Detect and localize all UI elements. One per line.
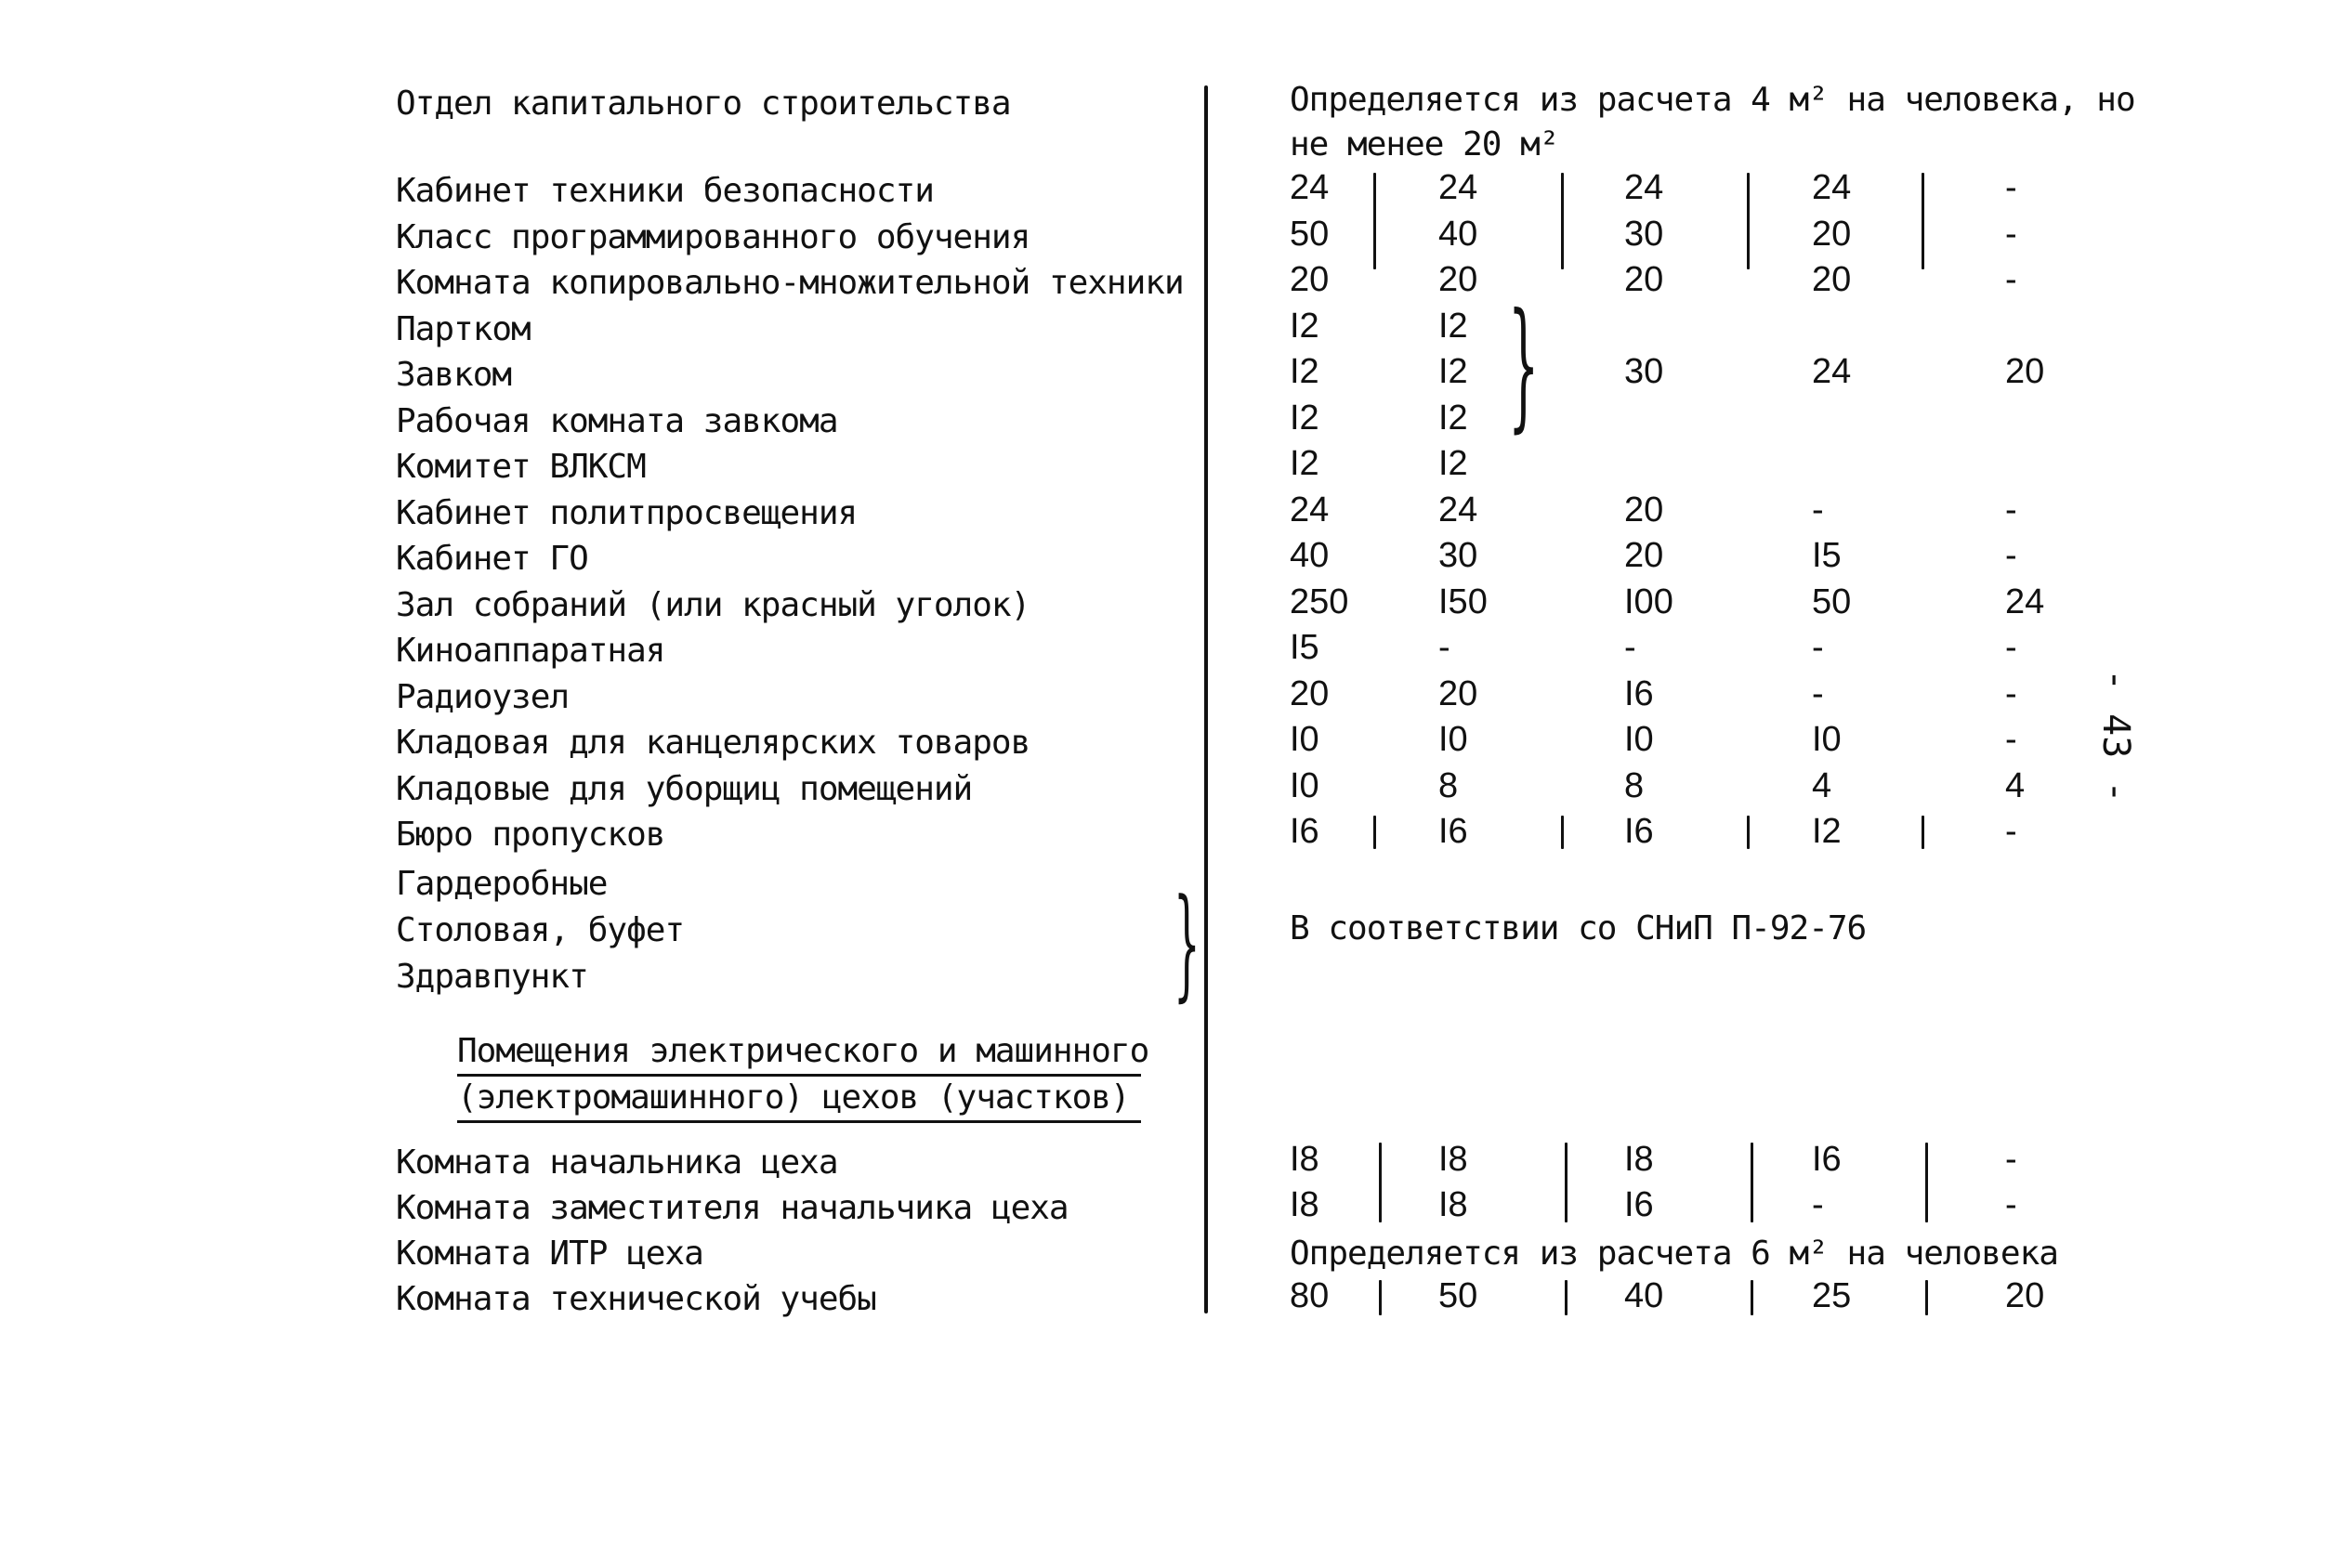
col-sep	[1747, 816, 1750, 849]
col-sep	[1925, 1280, 1928, 1315]
row-value: -	[1438, 628, 1450, 667]
row-value: -	[1812, 1185, 1824, 1224]
row-value: -	[2005, 673, 2017, 713]
section-heading-line2: (электромашинного) цехов (участков)	[457, 1078, 1130, 1117]
snip-note: В соответствии со СНиП П-92-76	[1290, 909, 1867, 947]
col-sep	[1373, 173, 1376, 269]
row-value: 20	[1812, 260, 1852, 299]
row-value: I2	[1812, 812, 1842, 851]
section-heading-line1: Помещения электрического и машинного	[457, 1032, 1149, 1070]
row-value: 250	[1290, 581, 1349, 621]
col-sep	[1925, 1143, 1928, 1222]
row-value: I2	[1290, 444, 1319, 483]
row-value: -	[2005, 720, 2017, 759]
col-sep	[1379, 1143, 1382, 1222]
row-value: 24	[1812, 168, 1852, 207]
row-value: 24	[1290, 168, 1330, 207]
label-canteen: Столовая, буфет	[396, 911, 685, 949]
row-value: I0	[1812, 720, 1842, 759]
row-value: I0	[1290, 765, 1319, 805]
row-value: 4	[1812, 765, 1832, 805]
row-value: 50	[1290, 214, 1330, 254]
row-label: Киноаппаратная	[396, 632, 665, 670]
row-value: -	[2005, 1185, 2017, 1224]
row-value: -	[2005, 260, 2017, 299]
row-value: I8	[1438, 1185, 1468, 1224]
row-value: I6	[1812, 1140, 1842, 1179]
right-brace: }	[1508, 284, 1540, 446]
row-label: Завком	[396, 356, 512, 394]
row-label: Комната копировально-множительной техники	[396, 264, 1184, 302]
label-wardrobes: Гардеробные	[396, 865, 608, 903]
row-label: Кладовые для уборщиц помещений	[396, 769, 973, 808]
row-value: 20	[1624, 490, 1664, 529]
row-value: I5	[1812, 536, 1842, 575]
row-value: 40	[1624, 1276, 1664, 1315]
row-value: 20	[2005, 1276, 2045, 1315]
row-value: I8	[1290, 1185, 1319, 1224]
row-value: 8	[1438, 765, 1459, 805]
label-first-aid: Здравпункт	[396, 958, 588, 996]
row-label: Комитет ВЛКСМ	[396, 448, 646, 486]
row-value: I0	[1438, 720, 1468, 759]
row-label: Комната ИТР цеха	[396, 1235, 703, 1273]
col-sep	[1751, 1143, 1753, 1222]
row-value: 20	[1624, 536, 1664, 575]
row-value: 50	[1812, 581, 1852, 621]
row-value: I8	[1624, 1140, 1654, 1179]
col-sep	[1922, 816, 1924, 849]
col-sep	[1561, 816, 1564, 849]
row-value: I6	[1624, 812, 1654, 851]
row-value: I5	[1290, 628, 1319, 667]
row-value: 24	[1290, 490, 1330, 529]
header-note-line1: Определяется из расчета 4 м² на человека, но	[1290, 81, 2135, 119]
row-value: I2	[1438, 398, 1468, 438]
row-label: Комната начальника цеха	[396, 1143, 838, 1182]
row-value: I2	[1290, 306, 1319, 346]
row-value: 20	[1290, 673, 1330, 713]
row-value: 8	[1624, 765, 1645, 805]
row-value: 20	[1812, 214, 1852, 254]
row-label: Бюро пропусков	[396, 816, 665, 854]
heading-underline	[457, 1120, 1141, 1123]
row-value: 4	[2005, 765, 2026, 805]
row-label: Класс программированного обучения	[396, 217, 1030, 256]
row-label: Кладовая для канцелярских товаров	[396, 724, 1030, 762]
page-number: - 43 -	[2094, 669, 2137, 804]
row-value: -	[2005, 214, 2017, 254]
row-label: Партком	[396, 309, 531, 348]
row-value: 24	[2005, 581, 2045, 621]
row-label: Кабинет политпросвещения	[396, 493, 858, 532]
row-value: 30	[1624, 214, 1664, 254]
row-value: -	[2005, 628, 2017, 667]
row-label: Комната заместителя начальчика цеха	[396, 1189, 1069, 1227]
row-value: -	[2005, 536, 2017, 575]
row-label: Рабочая комната завкома	[396, 401, 838, 440]
row-value: I00	[1624, 581, 1673, 621]
row-value: I8	[1438, 1140, 1468, 1179]
column-divider	[1204, 85, 1208, 1313]
col-sep	[1373, 816, 1376, 849]
row-value: I0	[1624, 720, 1654, 759]
row-value: 20	[1624, 260, 1664, 299]
row-value: I2	[1438, 352, 1468, 391]
col-sep	[1379, 1280, 1382, 1315]
row-value: -	[1624, 628, 1636, 667]
row-value: 25	[1812, 1276, 1852, 1315]
row-label: Комната технической учебы	[396, 1280, 876, 1318]
row-value: -	[2005, 1140, 2017, 1179]
row-note: Определяется из расчета 6 м² на человека	[1290, 1235, 2058, 1273]
label-capital-construction: Отдел капитального строительства	[396, 85, 1011, 123]
row-value: -	[1812, 490, 1824, 529]
row-value: 24	[1812, 352, 1852, 391]
row-value: -	[1812, 673, 1824, 713]
row-value: I0	[1290, 720, 1319, 759]
right-brace: }	[1173, 872, 1200, 1013]
row-value: I6	[1624, 673, 1654, 713]
row-label: Зал собраний (или красный уголок)	[396, 585, 1030, 624]
row-value: I6	[1438, 812, 1468, 851]
row-value: 40	[1438, 214, 1478, 254]
row-value: -	[2005, 812, 2017, 851]
row-value: 20	[1438, 260, 1478, 299]
row-label: Радиоузел	[396, 677, 570, 716]
col-sep	[1565, 1143, 1568, 1222]
row-value: 20	[2005, 352, 2045, 391]
row-value: 20	[1290, 260, 1330, 299]
heading-underline	[457, 1074, 1141, 1077]
row-value: 24	[1438, 490, 1478, 529]
row-value: 24	[1624, 168, 1664, 207]
row-value: 30	[1438, 536, 1478, 575]
row-value: -	[2005, 168, 2017, 207]
row-value: 30	[1624, 352, 1664, 391]
row-value: -	[1812, 628, 1824, 667]
col-sep	[1565, 1280, 1568, 1315]
row-value: 50	[1438, 1276, 1478, 1315]
row-value: I6	[1290, 812, 1319, 851]
row-value: I2	[1438, 306, 1468, 346]
row-value: 20	[1438, 673, 1478, 713]
row-value: I8	[1290, 1140, 1319, 1179]
col-sep	[1922, 173, 1924, 269]
row-value: I6	[1624, 1185, 1654, 1224]
col-sep	[1561, 173, 1564, 269]
col-sep	[1751, 1280, 1753, 1315]
row-value: I50	[1438, 581, 1488, 621]
row-value: I2	[1290, 398, 1319, 438]
row-value: -	[2005, 490, 2017, 529]
row-value: I2	[1290, 352, 1319, 391]
row-value: 80	[1290, 1276, 1330, 1315]
header-note-line2: не менее 20 м²	[1290, 125, 1559, 163]
row-label: Кабинет техники безопасности	[396, 172, 934, 210]
row-label: Кабинет ГО	[396, 540, 588, 578]
col-sep	[1747, 173, 1750, 269]
row-value: 40	[1290, 536, 1330, 575]
row-value: I2	[1438, 444, 1468, 483]
row-value: 24	[1438, 168, 1478, 207]
